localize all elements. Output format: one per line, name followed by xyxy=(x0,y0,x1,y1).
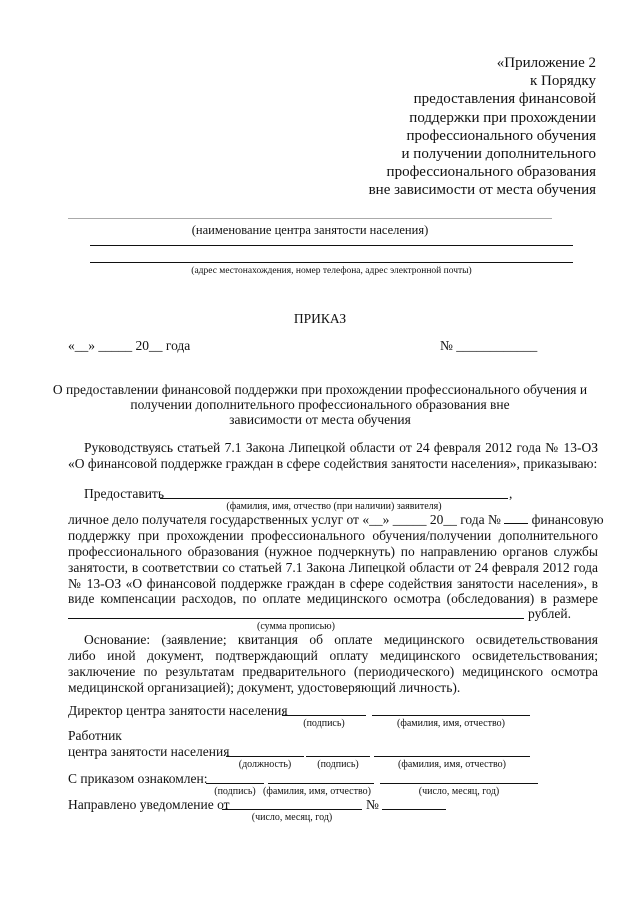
basis-line: заключение по результатам предварительного (периодического) медицинского осмотра xyxy=(68,664,598,679)
applicant-name-caption: (фамилия, имя, отчество (при наличии) заявителя) xyxy=(226,501,442,512)
address-field-1[interactable] xyxy=(90,245,573,246)
preamble-line: Руководствуясь статьей 7.1 Закона Липецкой области от 24 февраля 2012 года № 13-ОЗ xyxy=(84,440,598,455)
grant-comma: , xyxy=(509,486,513,501)
annex-header xyxy=(266,54,596,200)
ack-date-caption: (число, месяц, год) xyxy=(418,786,500,797)
ack-signature-field[interactable] xyxy=(206,783,264,784)
body-line: профессионального образования (нужное подчеркнуть) по направлению органов службы xyxy=(68,544,598,559)
order-subject-line: зависимости от места обучения xyxy=(229,412,411,427)
body-line: № 13-ОЗ «О финансовой поддержке граждан в сфере содействия занятости населения», в xyxy=(68,576,598,591)
annex-line: профессионального образования xyxy=(386,164,596,181)
annex-line: поддержки при прохождении xyxy=(409,109,596,126)
notice-date-caption: (число, месяц, год) xyxy=(251,812,333,823)
order-subject-line: О предоставлении финансовой поддержки при прохождении профессионального обучения и xyxy=(52,382,588,397)
body-first-text: личное дело получателя государственных услуг от «__» _____ 20__ года № xyxy=(68,512,501,527)
worker-position-field[interactable] xyxy=(226,756,304,757)
basis-line: либо иной документ, подтверждающий оплату медицинского освидетельствования; xyxy=(68,648,598,663)
annex-line: вне зависимости от места обучения xyxy=(368,182,596,199)
notice-number-field[interactable] xyxy=(382,809,446,810)
annex-line: «Приложение 2 xyxy=(496,55,596,71)
body-line: виде компенсации расходов, по оплате медицинского осмотра (обследования) в размере xyxy=(68,591,598,606)
ack-date-field[interactable] xyxy=(380,783,538,784)
worker-signature-field[interactable] xyxy=(306,756,370,757)
basis-line: Основание: (заявление; квитанция об оплате медицинского освидетельствования xyxy=(84,632,598,647)
address-field-2[interactable] xyxy=(90,262,573,263)
notice-number-label: № xyxy=(366,797,379,812)
center-name-caption: (наименование центра занятости населения) xyxy=(191,223,429,237)
basis-line-last: медицинской организацией); документ, удостоверяющий личность). xyxy=(68,680,461,695)
grant-label: Предоставить xyxy=(84,486,164,501)
body-line-first xyxy=(68,512,604,528)
order-title: ПРИКАЗ xyxy=(293,311,347,326)
director-name-caption: (фамилия, имя, отчество) xyxy=(397,718,505,729)
case-number-field[interactable] xyxy=(504,512,528,524)
applicant-name-field[interactable] xyxy=(160,498,508,499)
body-line: занятости, в соответствии со статьей 7.1 Закона Липецкой области от 24 февраля 2012 года xyxy=(68,560,598,575)
ack-label: С приказом ознакомлен: xyxy=(68,771,208,786)
order-number-field[interactable]: № ____________ xyxy=(440,338,538,353)
rubles-label: рублей. xyxy=(528,606,572,621)
worker-label: Работник xyxy=(68,728,122,743)
preamble-line: «О финансовой поддержке граждан в сфере содействия занятости населения», приказываю: xyxy=(68,456,598,471)
order-subject-line: получении дополнительного профессионального образования вне xyxy=(130,397,510,412)
director-signature-field[interactable] xyxy=(282,715,366,716)
director-label: Директор центра занятости населения xyxy=(68,703,288,718)
annex-line: предоставления финансовой xyxy=(413,91,596,108)
address-caption: (адрес местонахождения, номер телефона, адрес электронной почты) xyxy=(191,266,472,276)
order-date-field[interactable]: «__» _____ 20__ года xyxy=(68,338,191,353)
annex-line: профессионального обучения xyxy=(406,127,596,144)
worker-position-caption: (должность) xyxy=(238,759,292,770)
sum-caption: (сумма прописью) xyxy=(257,621,335,632)
notice-label: Направлено уведомление от xyxy=(68,797,230,812)
worker-label: центра занятости населения xyxy=(68,744,230,759)
ack-signature-caption: (подпись) xyxy=(214,786,256,797)
center-name-field[interactable] xyxy=(68,218,552,219)
director-signature-caption: (подпись) xyxy=(303,718,345,729)
body-first-end: финансовую xyxy=(531,512,604,527)
ack-name-caption: (фамилия, имя, отчество) xyxy=(263,786,371,797)
body-line: поддержку при прохождении профессионального обучения/получении дополнительного xyxy=(68,528,598,543)
worker-name-caption: (фамилия, имя, отчество) xyxy=(398,759,506,770)
notice-date-field[interactable] xyxy=(222,809,362,810)
ack-name-field[interactable] xyxy=(268,783,374,784)
worker-signature-caption: (подпись) xyxy=(317,759,359,770)
director-name-field[interactable] xyxy=(372,715,530,716)
worker-name-field[interactable] xyxy=(374,756,530,757)
sum-field[interactable] xyxy=(68,618,524,619)
annex-line: к Порядку xyxy=(530,73,596,90)
annex-line: и получении дополнительного xyxy=(401,146,596,163)
